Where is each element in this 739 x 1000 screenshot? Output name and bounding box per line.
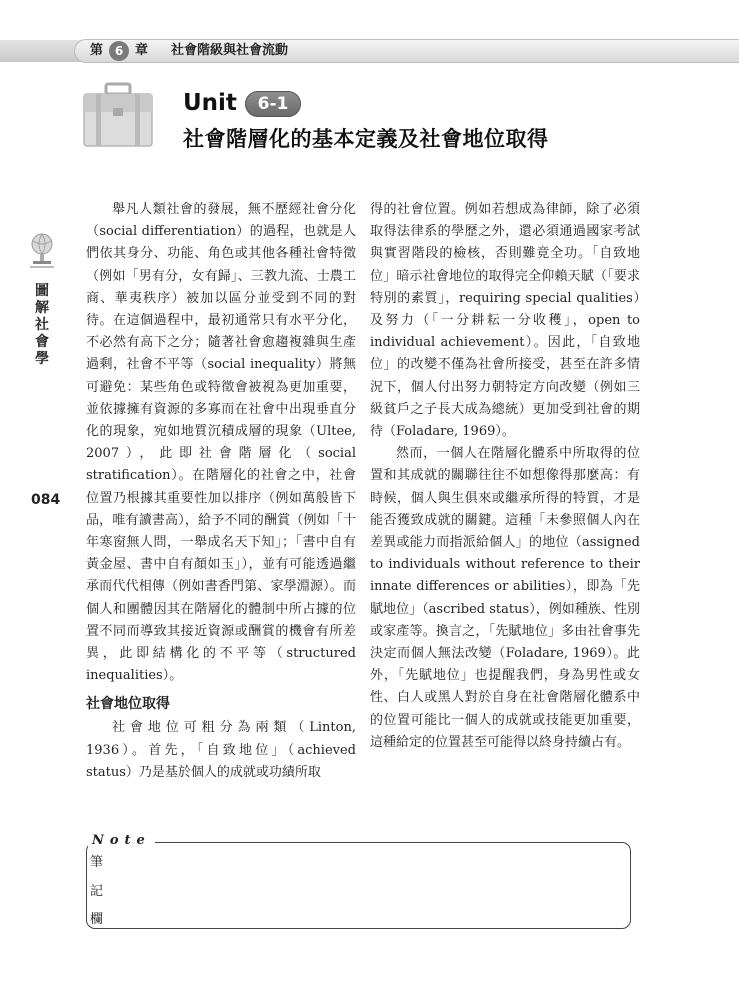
paragraph: 然而，一個人在階層化體系中所取得的位置和其成就的關聯往往不如想像得那麼高：有時候，個人與生俱來或繼承所得的特質，才是能否獲致成就的關鍵。這種「未參照個人內在差異或能力而指派給個人」的地位（assigned to individuals without reference to their innate differences or abilities），即為「先賦地位」（ascribed status），例如種族、性別或家產等。換言之，「先賦地位」多由社會事先決定而個人無法改變（Foladare, 1969）。此外，「先賦地位」也提醒我們，身為男性或女性、白人或黑人對於自身在社會階層化體系中的位置可能比一個人的成就或技能更加重要，這種給定的位置甚至可能得以終身持續占有。 — [370, 446, 640, 750]
globe-icon — [30, 233, 54, 273]
note-box — [86, 842, 631, 929]
paragraph: 社會地位可粗分為兩類（Linton, 1936）。首先，「自致地位」（achieved status）乃是基於個人的成就或功績所取 — [86, 720, 356, 780]
chapter-title: 社會階級與社會流動 — [171, 43, 289, 58]
unit-label: Unit — [183, 90, 237, 116]
note-char: 記 — [90, 884, 104, 899]
note-char: 欄 — [90, 912, 104, 927]
page-title: 社會階層化的基本定義及社會地位取得 — [183, 127, 549, 151]
chapter-prefix: 第 — [90, 43, 104, 58]
note-tab-label: Note — [88, 833, 155, 851]
paragraph: 舉凡人類社會的發展，無不歷經社會分化（social differentiation）的過程，也就是人們依其身分、功能、角色或其他各種社會特徵（例如「男有分，女有歸」、三教九流、士農工商、華夷秩序）被加以區分並受到不同的對待。在這個過程中，最初通常只有水平分化，不必然有高下之分；隨著社會愈趨複雜與生產過剩，社會不平等（social inequality）將無可避免：某些角色或特徵會被視為更加重要，並依據擁有資源的多寡而在社會中出現垂直分化的現象，宛如地質沉積成層的現象（Ultee, 2007），此即社會階層化（social stratification）。在階層化的社會之中，社會位置乃根據其重要性加以排序（例如萬般皆下品，唯有讀書高），給予不同的酬賞（例如「十年寒窗無人問，一舉成名天下知」；「書中自有黃金屋、書中自有顏如玉」），並有可能透過繼承而代代相傳（例如書香門第、家學淵源）。而個人和團體因其在階層化的體制中所占據的位置不同而導致其接近資源或酬賞的機會有所差異，此即結構化的不平等（structured inequalities）。 — [86, 202, 356, 684]
briefcase-icon — [82, 82, 154, 148]
unit-number-badge: 6-1 — [245, 91, 301, 117]
section-heading: 社會地位取得 — [86, 696, 170, 713]
right-column — [370, 199, 640, 754]
chapter-number-badge: 6 — [109, 41, 129, 61]
left-column — [86, 199, 356, 784]
paragraph: 得的社會位置。例如若想成為律師，除了必須取得法律系的學歷之外，還必須通過國家考試與實習階段的檢核，否則難竟全功。「自致地位」暗示社會地位的取得完全仰賴天賦（「要求特別的素質」，requiring special qualities）及努力（「一分耕耘一分收穫」，open to individual achievement）。因此，「自致地位」的改變不僅為社會所接受，甚至在許多情況下，個人付出努力朝特定方向改變（例如三級貧戶之子長大成為總統）更加受到社會的期待（Foladare, 1969）。 — [370, 202, 640, 440]
page-number: 084 — [31, 492, 61, 508]
chapter-suffix: 章 — [135, 43, 149, 58]
note-char: 筆 — [90, 855, 104, 870]
book-title: 圖解社會學 — [35, 283, 49, 367]
